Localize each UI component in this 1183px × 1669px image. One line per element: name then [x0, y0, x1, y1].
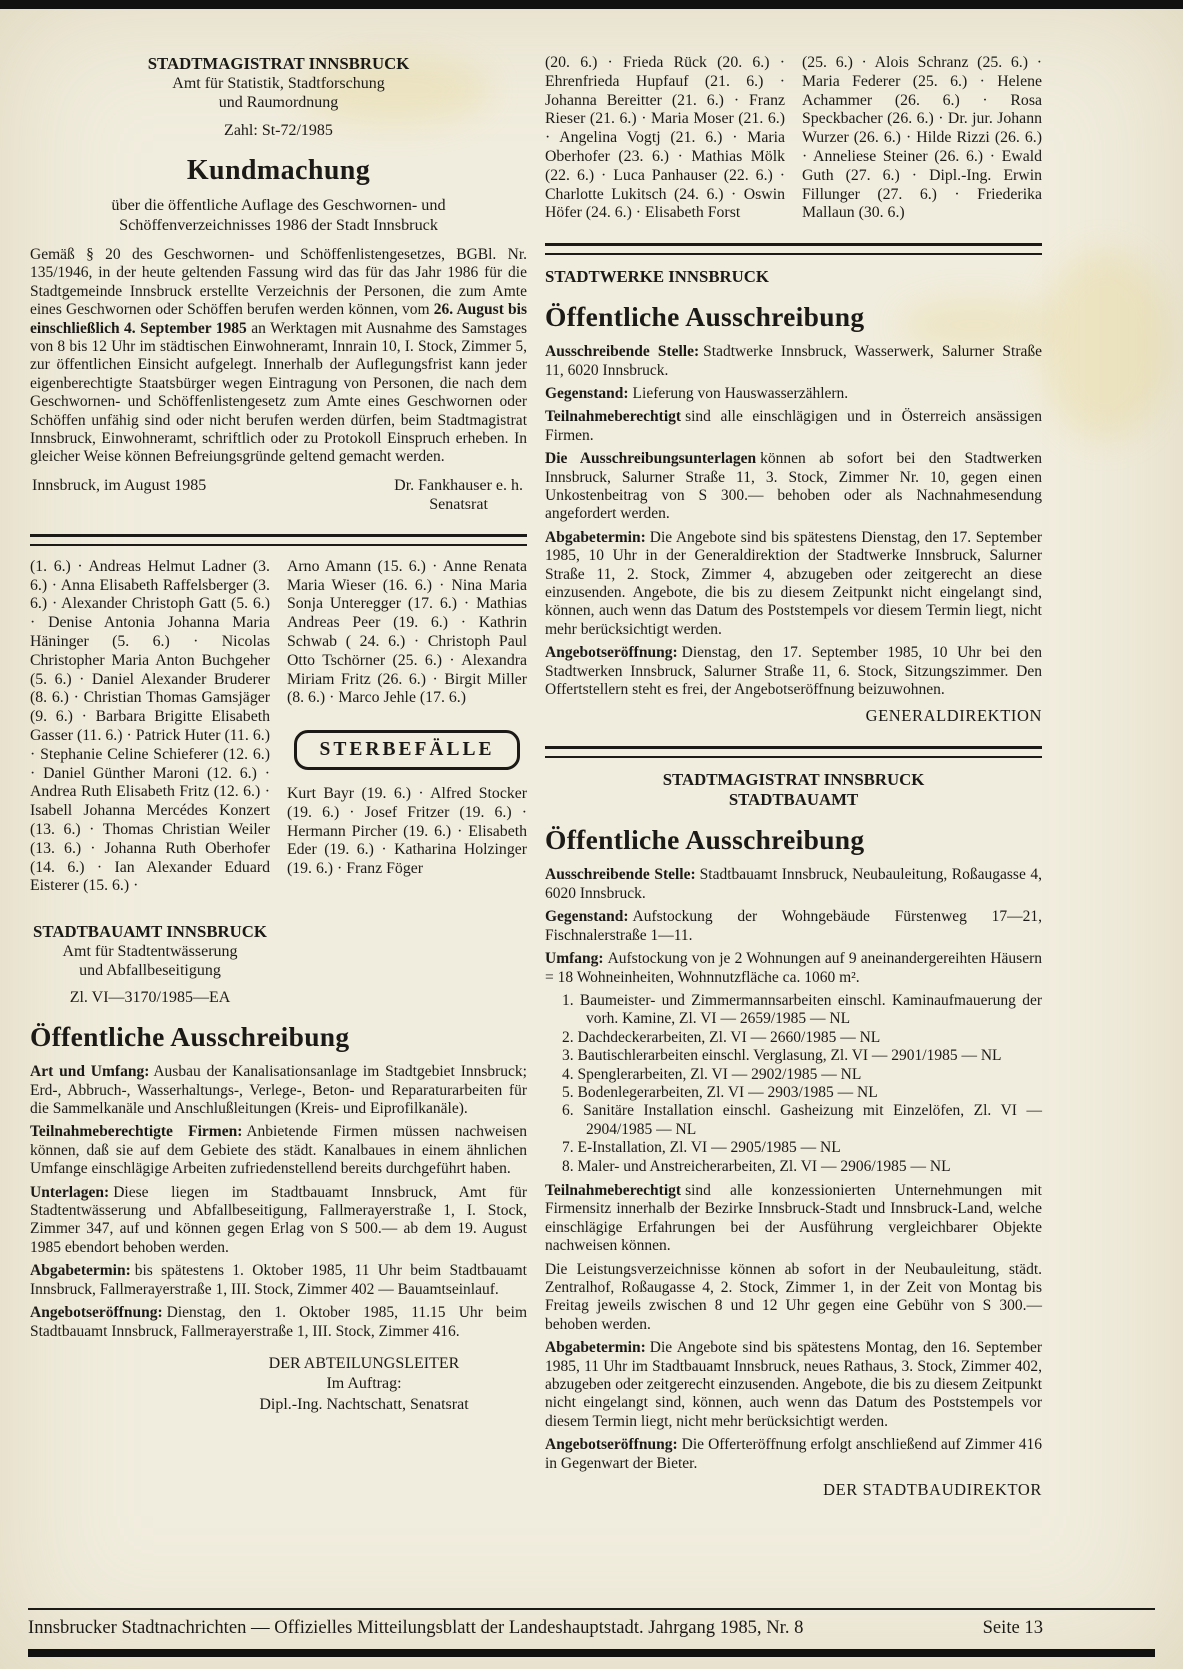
- kundmachung-body-part2: an Werktagen mit Ausnahme des Samstages von 8 bis 12 Uhr im städtischen Einwohneramt, Innrain 10, I. Stock, Zimmer 5, zur öffentlichen Einsicht aufgelegt. Innerhalb der Auflegungsfrist kann jeder eigenberechtigte Staatsbürger wegen Eintragung von Personen, die nach dem Geschwornen- und Schöffenlistengesetz zum Amte eines Geschwornen oder Schöffen unfähig sind oder nicht berufen werden dürfen, beim Stadtmagistrat Innsbruck, Einwohneramt, schriftlich oder zu Protokoll Einspruch erheben. In gleicher Weise können Befreiungsgründe geltend gemacht werden.: [30, 319, 527, 466]
- para-lead: Teilnahmeberechtigte Firmen:: [30, 1123, 243, 1141]
- section-title: Öffentliche Ausschreibung: [545, 824, 865, 856]
- section-kundmachung: [30, 54, 527, 514]
- left-column: [30, 54, 527, 1500]
- footer-row: [28, 1616, 1155, 1639]
- para-text: Die Offerteröffnung erfolgt anschließend auf Zimmer 416 in Gegenwart der Bieter.: [545, 1436, 1042, 1472]
- births-names-text-2: Arno Amann (15. 6.) · Anne Renata Maria Wieser (16. 6.) · Nina Maria Sonja Unteregger (17. 6.) · Mathias Andreas Peer (19. 6.) · Kathrin Schwab ( 24. 6.) · Christoph Paul Otto Tschörner (25. 6.) · Alexandra Miriam Fritz (26. 6.) · Birgit Miller (8. 6.) · Marco Jehle (17. 6.): [287, 557, 527, 707]
- para-angebotseroeffnung: [545, 1436, 1042, 1473]
- para-umfang: [545, 950, 1042, 987]
- births-names-section: [30, 558, 527, 1007]
- kundmachung-body-part1: Gemäß § 20 des Geschwornen- und Schöffenlistengesetzes, BGBl. Nr. 135/1946, in der heute geltenden Fassung wird das für das Jahr 1986 für die Stadtgemeinde Innsbruck erstellte Verzeichnis der Personen, die zum Amte eines Geschwornen oder Schöffen berufen werden können, vom: [30, 246, 527, 319]
- trades-list-item: 5. Bodenlegerarbeiten, Zl. VI — 2903/1985 — NL: [562, 1083, 878, 1101]
- deaths-names-section: [545, 54, 1042, 223]
- deaths-names-column-2: (20. 6.) · Frieda Rück (20. 6.) · Ehrenfrieda Hupfauf (21. 6.) · Johanna Bereitter (21. 6.) · Franz Rieser (21. 6.) · Maria Moser (21. 6.) · Angelina Vogtj (21. 6.) · Maria Oberhofer (23. 6.) · Mathias Mölk (22. 6.) · Luca Panhauser (22. 6.) · Charlotte Lukitsch (24. 6.) · Oswin Höfer (24. 6.) · Elisabeth Forst: [545, 54, 785, 222]
- issuing-office: STADTBAUAMT INNSBRUCK: [33, 922, 267, 942]
- para-gegenstand: [545, 908, 1042, 945]
- births-names-column-2: [287, 558, 527, 1007]
- para-lead: Abgabetermin:: [545, 1339, 646, 1357]
- signature-block: [209, 1354, 519, 1416]
- kundmachung-body: [30, 246, 527, 467]
- signature-stadtbaudirektor: DER STADTBAUDIREKTOR: [823, 1480, 1042, 1500]
- signature-line1: DER ABTEILUNGSLEITER: [268, 1354, 460, 1372]
- para-art-und-umfang: [30, 1063, 527, 1118]
- double-rule: [30, 534, 527, 546]
- trades-list-item: 4. Spenglerarbeiten, Zl. VI — 2902/1985 — NL: [562, 1065, 862, 1083]
- double-rule: [545, 243, 1042, 255]
- para-ausschreibende-stelle: [545, 343, 1042, 380]
- trades-list-item: 7. E-Installation, Zl. VI — 2905/1985 — NL: [562, 1139, 841, 1157]
- para-text: Stadtbauamt Innsbruck, Neubauleitung, Roßaugasse 4, 6020 Innsbruck.: [545, 866, 1042, 902]
- para-text: Stadtwerke Innsbruck, Wasserwerk, Salurner Straße 11, 6020 Innsbruck.: [545, 343, 1042, 379]
- signer-title: Senatsrat: [429, 495, 488, 513]
- para-teilnahmeberechtigt: [545, 408, 1042, 445]
- trades-list-item: 8. Maler- und Anstreicherarbeiten, Zl. VI — 2906/1985 — NL: [562, 1157, 951, 1175]
- para-gegenstand: [545, 385, 1042, 403]
- kundmachung-subtitle: [30, 196, 527, 235]
- section-entwaesserung: [30, 1021, 527, 1415]
- signature-generaldirektion: GENERALDIREKTION: [865, 706, 1042, 726]
- signer-name: Dr. Fankhauser e. h.: [394, 476, 523, 494]
- office-dept-line1: Amt für Statistik, Stadtforschung: [172, 75, 385, 92]
- para-lead: Umfang:: [545, 950, 604, 968]
- para-text: Anbietende Firmen müssen nachweisen können, daß sie auf dem Gebiete des städt. Kanalbaues in einem ähnlichen Umfange einschlägige Arbeiten zufriedenstellend bereits durchgeführt haben.: [30, 1123, 527, 1178]
- file-reference: Zl. VI—3170/1985—EA: [69, 989, 231, 1007]
- page-content: [30, 54, 1042, 1500]
- issuing-office-line2: STADTBAUAMT: [728, 790, 859, 810]
- kundmachung-subtitle-line1: über die öffentliche Auflage des Geschwornen- und: [111, 196, 446, 214]
- para-lead: Abgabetermin:: [545, 528, 646, 546]
- bottom-rule: [28, 1649, 1155, 1657]
- para-lead: Ausschreibende Stelle:: [545, 866, 696, 884]
- para-text: sind alle konzessionierten Unternehmungen mit Firmensitz innerhalb der Bezirke Innsbruck-Stadt und Innsbruck-Land, welche einschlägige Erfahrungen bei der Ausführung vergleichbarer Objekte nachweisen können.: [545, 1181, 1042, 1255]
- deaths-names-text-1: Kurt Bayr (19. 6.) · Alfred Stocker (19. 6.) · Josef Fritzer (19. 6.) · Hermann Pircher (19. 6.) · Elisabeth Eder (19. 6.) · Katharina Holzinger (19. 6.) · Franz Föger: [287, 785, 527, 878]
- trades-list-item: 6. Sanitäre Installation einschl. Gasheizung mit Einzelöfen, Zl. VI — 2904/1985 — NL: [562, 1102, 1042, 1138]
- trades-list-item: 1. Baumeister- und Zimmermannsarbeiten einschl. Kaminaufmauerung der vorh. Kamine, Zl. VI — 2659/1985 — NL: [562, 991, 1042, 1028]
- para-lead: Gegenstand:: [545, 908, 629, 926]
- para-text: Die Angebote sind bis spätestens Montag, den 16. September 1985, 11 Uhr im Stadtbauamt Innsbruck, neues Rathaus, 3. Stock, Zimmer 402, abzugeben oder zeitgerecht einzusenden. Angebote, die bis zu diesem Zeitpunkt nicht eingelangt sind, können, auch wenn das Datum des Poststempels vor diesem Termin liegt, nicht mehr berücksichtigt werden.: [545, 1339, 1042, 1430]
- office-dept-line1: Amt für Stadtentwässerung: [62, 943, 238, 961]
- issuing-office-line1: STADTMAGISTRAT INNSBRUCK: [662, 770, 925, 790]
- para-lead: Die Ausschreibungsunterlagen: [545, 450, 757, 468]
- footer-masthead: Innsbrucker Stadtnachrichten — Offizielles Mitteilungsblatt der Landeshauptstadt. Jahrgang 1985, Nr. 8: [28, 1617, 804, 1638]
- office-dept-line2: und Abfallbeseitigung: [79, 962, 221, 980]
- section-title: Öffentliche Ausschreibung: [30, 1021, 350, 1053]
- double-rule: [545, 746, 1042, 758]
- trades-list-item: 2. Dachdeckerarbeiten, Zl. VI — 2660/1985 — NL: [562, 1028, 881, 1046]
- section-stadtbauamt: [545, 770, 1042, 1500]
- issuing-office: STADTMAGISTRAT INNSBRUCK: [147, 54, 410, 73]
- para-angebotseroeffnung: [545, 644, 1042, 699]
- para-abgabetermin: [545, 1339, 1042, 1431]
- para-teilnahmeberechtigt: [545, 1182, 1042, 1256]
- trades-list: [545, 992, 1042, 1176]
- section-title: Öffentliche Ausschreibung: [545, 301, 865, 333]
- para-lead: Abgabetermin:: [30, 1262, 131, 1280]
- kundmachung-body-bold-dates: 26. August bis einschließlich 4. September 1985: [30, 301, 528, 337]
- para-lead: Ausschreibende Stelle:: [545, 343, 700, 361]
- page-footer: [28, 1608, 1155, 1639]
- para-lead: Art und Umfang:: [30, 1063, 150, 1081]
- issuing-office: STADTWERKE INNSBRUCK: [545, 267, 769, 287]
- para-angebotseroeffnung: [30, 1304, 527, 1341]
- para-unterlagen: [30, 1184, 527, 1258]
- para-lead: Teilnahmeberechtigt: [545, 408, 682, 426]
- para-text: Die Leistungsverzeichnisse können ab sofort in der Neubauleitung, städt. Zentralhof, Roßaugasse 4, 2. Stock, Zimmer 1, in der Zeit von Montag bis Freitag jeweils zwischen 8 und 12 Uhr gegen eine Gebühr von S 300.— behoben werden.: [545, 1260, 1042, 1333]
- date-place: Innsbruck, im August 1985: [32, 476, 207, 494]
- para-lead: Angebotseröffnung:: [30, 1304, 163, 1322]
- deaths-names-column-3: (25. 6.) · Alois Schranz (25. 6.) · Maria Federer (25. 6.) · Helene Achammer (26. 6.) · Rosa Speckbacher (26. 6.) · Dr. jur. Johann Wurzer (26. 6.) · Hilde Rizzi (26. 6.) · Anneliese Steiner (26. 6.) · Ewald Guth (27. 6.) · Dipl.-Ing. Erwin Fillunger (27. 6.) · Friederika Mallaun (30. 6.): [802, 54, 1042, 222]
- para-text: Aufstockung von je 2 Wohnungen auf 9 aneinandergereihten Häusern = 18 Wohneinheiten, Wohnnutzfläche ca. 1060 m².: [545, 950, 1042, 986]
- page-number: Seite 13: [982, 1617, 1043, 1638]
- para-lead: Gegenstand:: [545, 384, 629, 402]
- file-reference: Zahl: St-72/1985: [224, 122, 333, 139]
- para-text: Dienstag, den 1. Oktober 1985, 11.15 Uhr beim Stadtbauamt Innsbruck, Fallmerayerstraße 1, III. Stock, Zimmer 416.: [30, 1304, 527, 1340]
- para-lead: Angebotseröffnung:: [545, 644, 678, 662]
- births-names-column-1: [30, 558, 270, 1007]
- para-text: bis spätestens 1. Oktober 1985, 11 Uhr beim Stadtbauamt Innsbruck, Fallmerayerstraße 1, III. Stock, Zimmer 402 — Bauamtseinlauf.: [30, 1262, 527, 1298]
- births-names-text-1: (1. 6.) · Andreas Helmut Ladner (3. 6.) · Anna Elisabeth Raffelsberger (3. 6.) · Alexander Christoph Gatt (5. 6.) · Denise Antonia Johanna Maria Häninger (5. 6.) · Nicolas Christopher Maria Anton Buchgeher (5. 6.) · Daniel Alexander Bruderer (8. 6.) · Christian Thomas Gamsjäger (9. 6.) · Barbara Brigitte Elisabeth Gasser (11. 6.) · Patrick Huter (11. 6.) · Stephanie Celine Schieferer (12. 6.) · Daniel Günther Maroni (12. 6.) · Andrea Ruth Elisabeth Fritz (12. 6.) · Isabell Johanna Mercédes Konzert (13. 6.) · Thomas Christian Weiler (13. 6.) · Johanna Ruth Oberhofer (14. 6.) · Ian Alexander Eduard Eisterer (15. 6.) ·: [30, 557, 270, 895]
- para-text: Diese liegen im Stadtbauamt Innsbruck, Amt für Stadtentwässerung und Abfallbeseitigung, Fallmerayerstraße 1, I. Stock, Zimmer 347, auf und können gegen Erlag von S 500.— ab dem 19. August 1985 ebendort behoben werden.: [30, 1183, 527, 1256]
- para-leistungsverzeichnisse: [545, 1261, 1042, 1335]
- para-teilnahmeberechtigte-firmen: [30, 1123, 527, 1178]
- kundmachung-subtitle-line2: Schöffenverzeichnisses 1986 der Stadt Innsbruck: [119, 215, 438, 234]
- kundmachung-signature-row: [32, 476, 523, 514]
- signer-block: [394, 476, 523, 514]
- para-text: sind alle einschlägigen und in Österreich ansässigen Firmen.: [545, 408, 1042, 444]
- section-stadtwerke: [545, 267, 1042, 726]
- para-ausschreibungsunterlagen: [545, 450, 1042, 524]
- para-abgabetermin: [545, 529, 1042, 639]
- section-entwaesserung-header: [30, 922, 270, 1007]
- para-text: Dienstag, den 17. September 1985, 10 Uhr bei den Stadtwerken Innsbruck, Salurner Straße 11, 6. Stock, Sitzungszimmer. Den Offertstellern steht es frei, der Angebotseröffnung beizuwohnen.: [545, 644, 1042, 699]
- signature-line3: Dipl.-Ing. Nachtschatt, Senatsrat: [259, 1395, 469, 1413]
- para-text: Die Angebote sind bis spätestens Dienstag, den 17. September 1985, 10 Uhr in der Generaldirektion der Stadtwerke Innsbruck, Salurner Straße 11, 2. Stock, Zimmer 4, abzugeben oder zeitgerecht an diese einzusenden. Angebote, die bis zu diesem Zeitpunkt nicht eingelangt sind, können, auch wenn das Datum des Poststempels vor diesem Termin liegt, nicht mehr berücksichtigt werden.: [545, 528, 1042, 638]
- trades-list-item: 3. Bautischlerarbeiten einschl. Verglasung, Zl. VI — 2901/1985 — NL: [562, 1047, 1002, 1065]
- top-rule: [0, 0, 1183, 9]
- scan-smudge: [1040, 250, 1170, 440]
- para-text: Lieferung von Hauswasserzählern.: [632, 384, 849, 402]
- para-text: Ausbau der Kanalisationsanlage im Stadtgebiet Innsbruck; Erd-, Abbruch-, Wasserhaltungs-, Verlege-, Beton- und Reparaturarbeiten für die Sammelkanäle und Anschlußleitungen (Kreis- und Eiprofilkanäle).: [30, 1063, 527, 1118]
- para-text: können ab sofort bei den Stadtwerken Innsbruck, Salurner Straße 11, 3. Stock, Zimmer Nr. 10, gegen einen Unkostenbeitrag von S 300.— behoben oder als Nachnahmesendung angefordert werden.: [545, 450, 1042, 523]
- kundmachung-title: Kundmachung: [186, 155, 371, 186]
- office-dept-line2: und Raumordnung: [218, 94, 339, 111]
- para-lead: Angebotseröffnung:: [545, 1436, 678, 1454]
- signature-line2: Im Auftrag:: [326, 1375, 402, 1393]
- right-column: [545, 54, 1042, 1500]
- para-lead: Teilnahmeberechtigt: [545, 1181, 682, 1199]
- para-abgabetermin: [30, 1262, 527, 1299]
- para-ausschreibende-stelle: [545, 866, 1042, 903]
- para-text: Aufstockung der Wohngebäude Fürstenweg 17—21, Fischnalerstraße 1—11.: [545, 908, 1042, 944]
- para-lead: Unterlagen:: [30, 1183, 110, 1201]
- sterbefaelle-box: STERBEFÄLLE: [294, 730, 520, 770]
